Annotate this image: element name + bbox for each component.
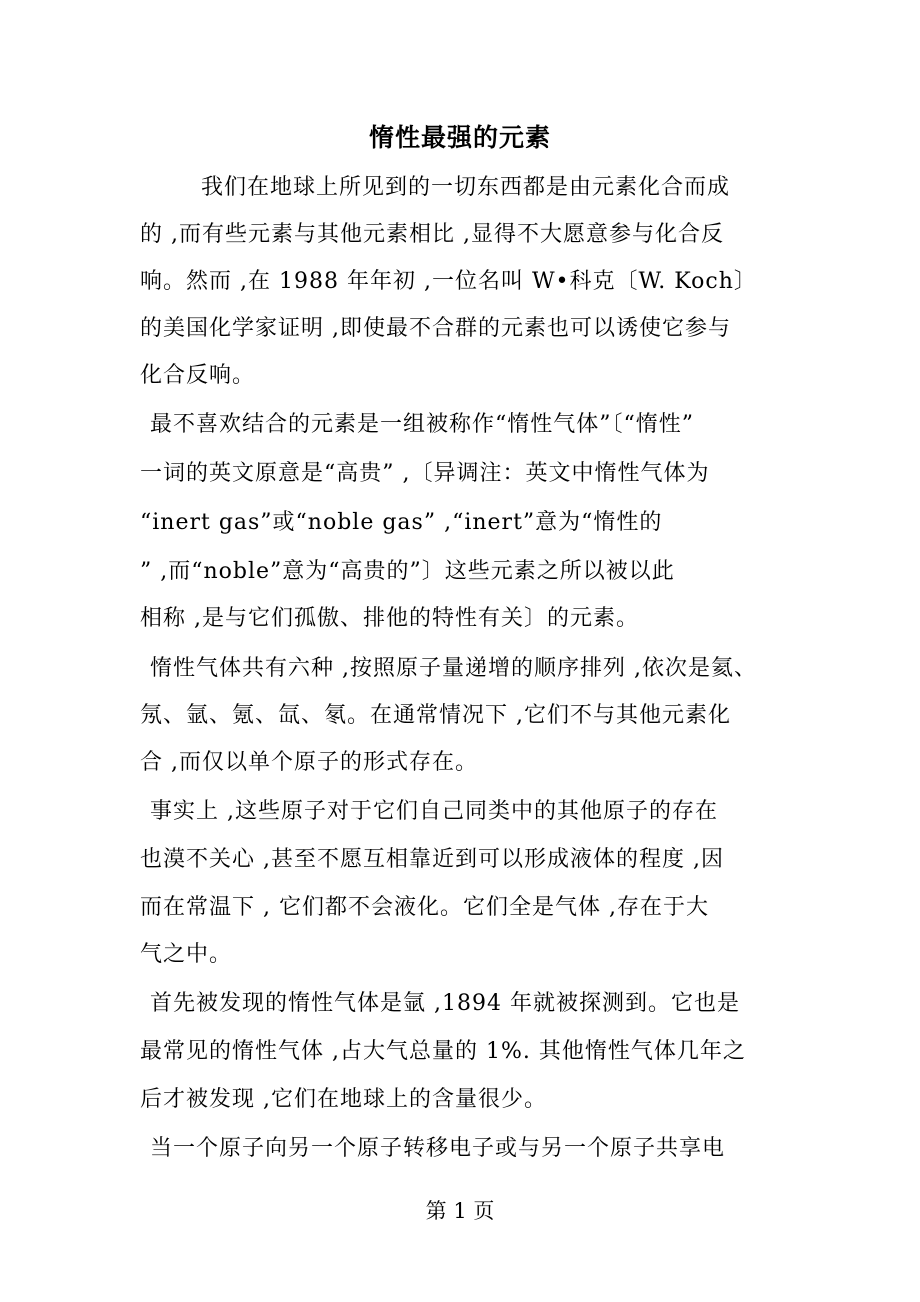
text-line: 化合反响。 xyxy=(140,363,256,388)
text-line: 当一个原子向另一个原子转移电子或与另一个原子共享电 xyxy=(150,1136,726,1161)
text-line: 后才被发现 ,它们在地球上的含量很少。 xyxy=(140,1087,547,1112)
text-line: 惰性气体共有六种 ,按照原子量递增的顺序排列 ,依次是氦、 xyxy=(150,656,757,681)
text-line: 最常见的惰性气体 ,占大气总量的 1%. 其他惰性气体几年之 xyxy=(140,1039,746,1064)
text-line: 的 ,而有些元素与其他元素相比 ,显得不大愿意参与化合反 xyxy=(140,222,724,247)
text-line: 一词的英文原意是“高贵” ,〔异调注：英文中惰性气体为 xyxy=(140,461,710,486)
page-number: 第 1 页 xyxy=(425,1199,495,1223)
text-line: 也漠不关心 ,甚至不愿互相靠近到可以形成液体的程度 ,因 xyxy=(140,847,724,872)
text-line: 事实上 ,这些原子对于它们自己同类中的其他原子的存在 xyxy=(150,799,718,824)
text-line: 首先被发现的惰性气体是氩 ,1894 年就被探测到。它也是 xyxy=(150,991,740,1016)
text-line: “inert gas”或“noble gas” ,“inert”意为“惰性的 xyxy=(140,510,663,535)
text-line: 而在常温下 , 它们都不会液化。它们全是气体 ,存在于大 xyxy=(140,895,709,920)
text-line: 气之中。 xyxy=(140,942,233,967)
document-title: 惰性最强的元素 xyxy=(368,123,551,152)
text-line: 氖、氩、氪、氙、氡。在通常情况下 ,它们不与其他元素化 xyxy=(140,703,731,728)
text-line: 我们在地球上所见到的一切东西都是由元素化合而成 xyxy=(201,175,731,200)
text-line: 最不喜欢结合的元素是一组被称作“惰性气体”〔“惰性” xyxy=(150,412,694,437)
text-line: 的美国化学家证明 ,即使最不合群的元素也可以诱使它参与 xyxy=(140,316,731,341)
text-line: 合 ,而仅以单个原子的形式存在。 xyxy=(140,750,478,775)
text-line: 响。然而 ,在 1988 年年初 ,一位名叫 W•科克〔W. Koch〕 xyxy=(140,269,757,294)
text-line: 相称 ,是与它们孤傲、排他的特性有关〕的元素。 xyxy=(140,606,639,631)
text-line: ” ,而“noble”意为“高贵的”〕这些元素之所以被以此 xyxy=(140,559,675,584)
